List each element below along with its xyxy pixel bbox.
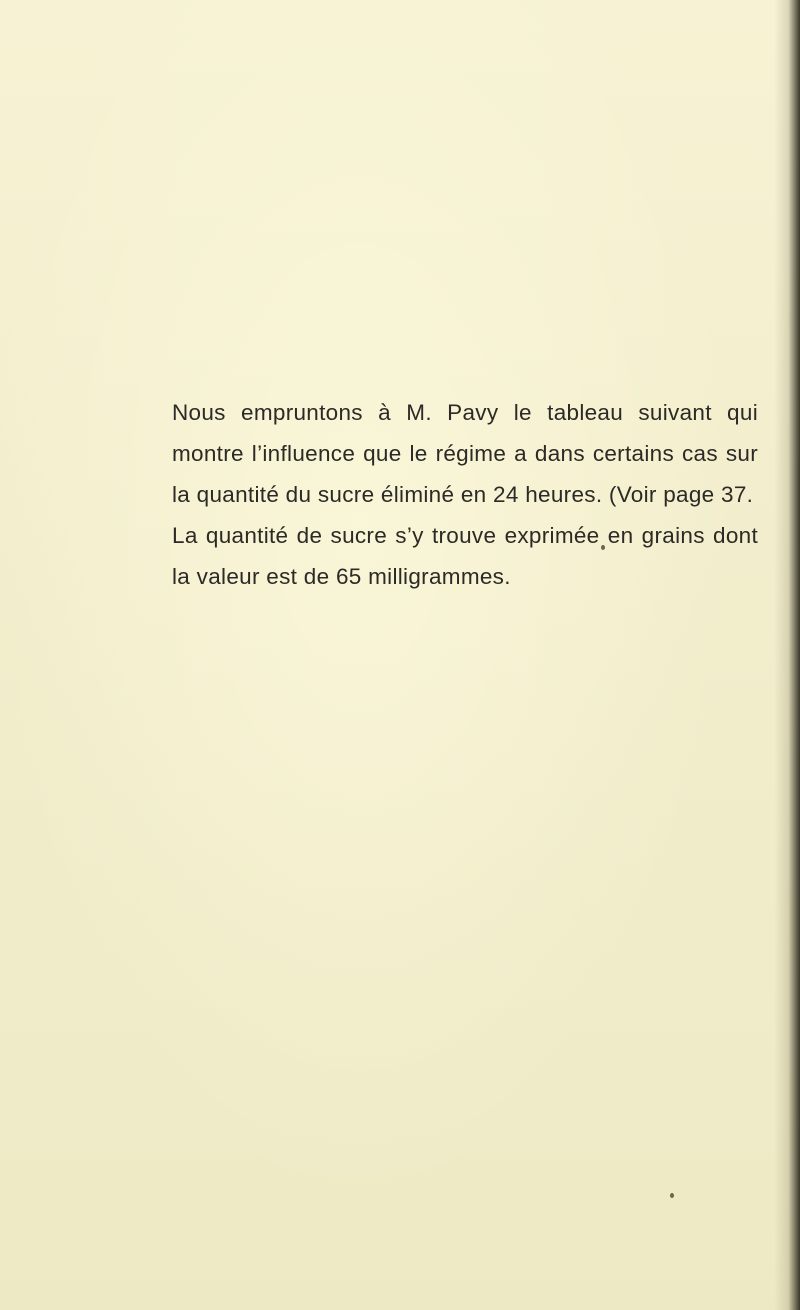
page-edge-shadow	[774, 0, 800, 1310]
paragraph: Nous empruntons à M. Pavy le tableau suivant qui montre l’influence que le régime a dans certains cas sur la quantité du sucre éliminé en 24 heures. (Voir page 37.	[172, 400, 758, 507]
paper-speck	[670, 1193, 674, 1198]
paragraph: La quantité de sucre s’y trouve exprimée en grains dont la valeur est de 65 milligrammes.	[172, 523, 758, 589]
body-text	[172, 392, 758, 597]
